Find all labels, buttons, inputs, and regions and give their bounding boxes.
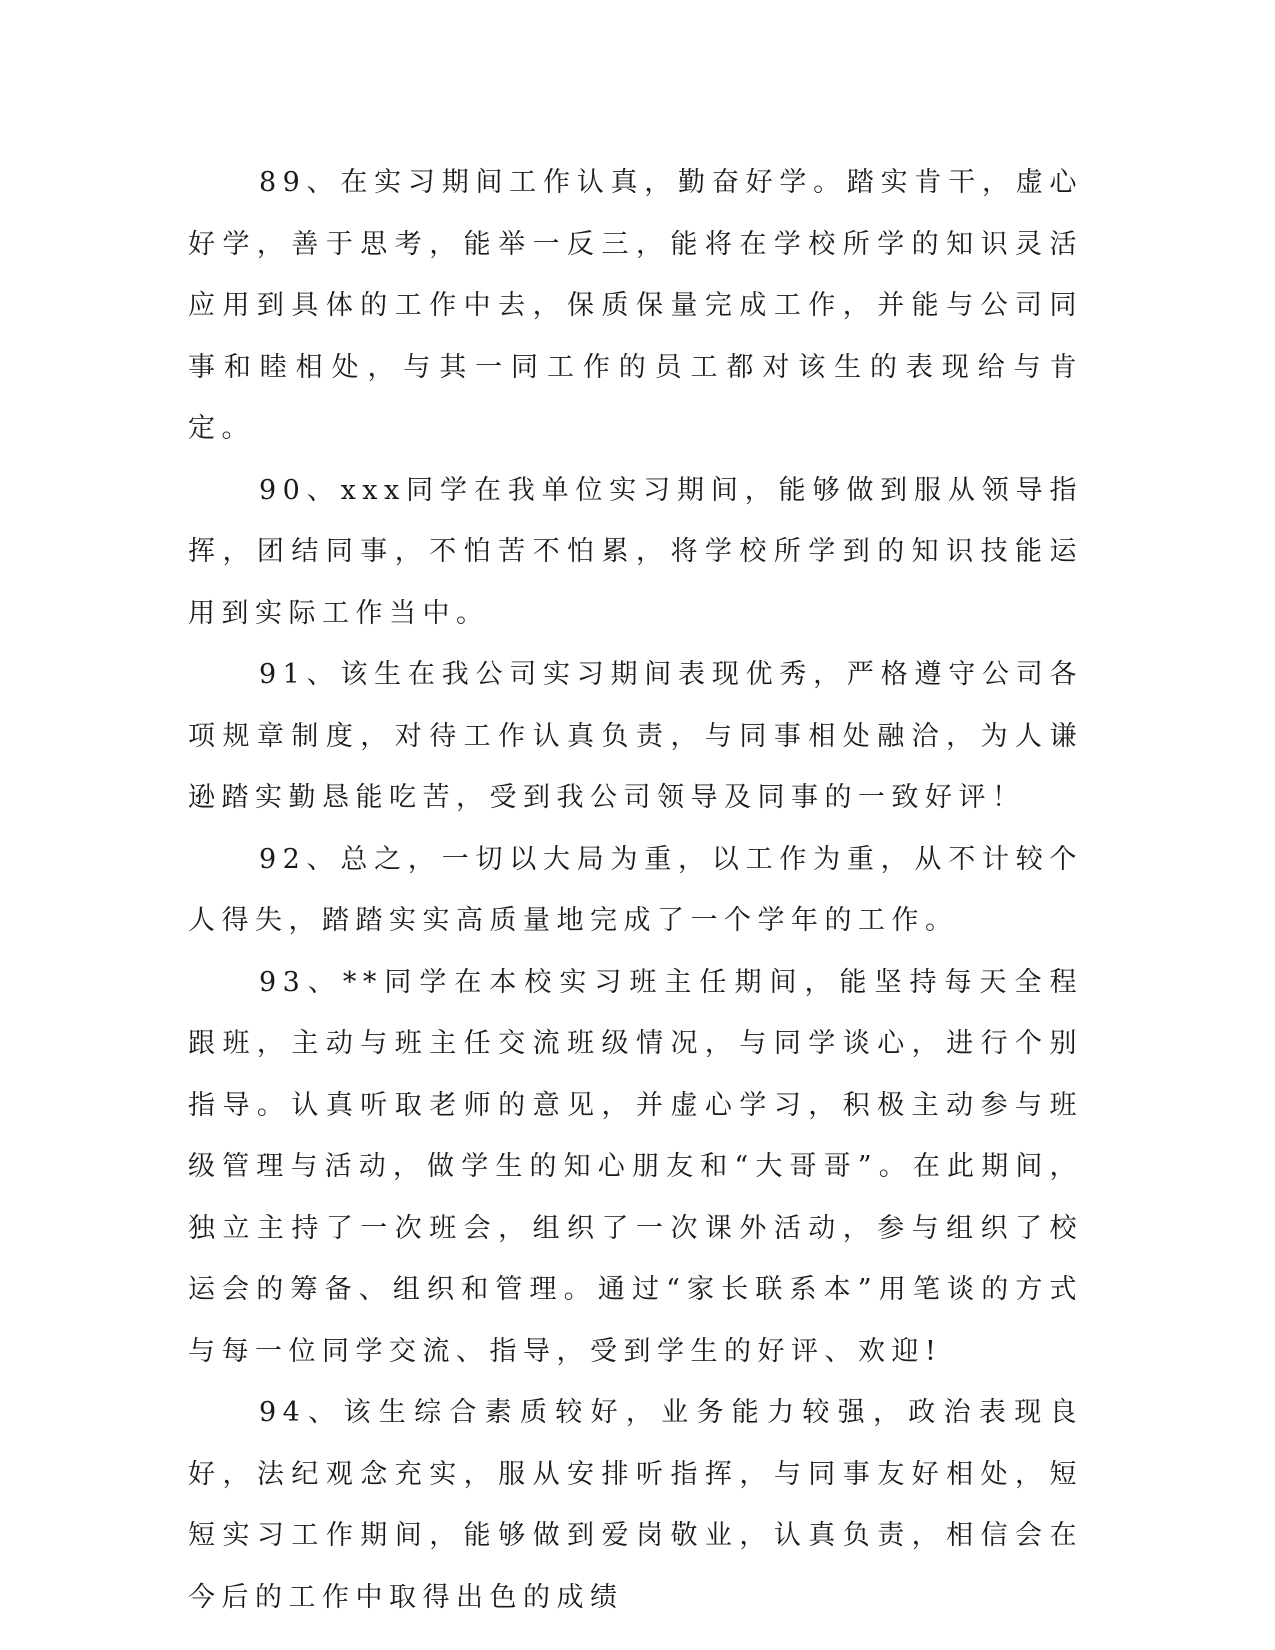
paragraph-93: 93、**同学在本校实习班主任期间，能坚持每天全程跟班，主动与班主任交流班级情况，与同学谈心，进行个别指导。认真听取老师的意见，并虚心学习，积极主动参与班级管理与活动，做学生的知心朋友和“大哥哥”。在此期间，独立主持了一次班会，组织了一次课外活动，参与组织了校运会的筹备、组织和管理。通过“家长联系本”用笔谈的方式与每一位同学交流、指导，受到学生的好评、欢迎! bbox=[188, 966, 1083, 1367]
paragraph-90: 90、xxx同学在我单位实习期间，能够做到服从领导指挥，团结同事，不怕苦不怕累，将学校所学到的知识技能运用到实际工作当中。 bbox=[188, 474, 1083, 629]
paragraph-94: 94、该生综合素质较好，业务能力较强，政治表现良好，法纪观念充实，服从安排听指挥，与同事友好相处，短短实习工作期间，能够做到爱岗敬业，认真负责，相信会在今后的工作中取得出色的成绩 bbox=[188, 1397, 1083, 1613]
document-body bbox=[188, 152, 1083, 1628]
paragraph-91: 91、该生在我公司实习期间表现优秀，严格遵守公司各项规章制度，对待工作认真负责，与同事相处融洽，为人谦逊踏实勤恳能吃苦，受到我公司领导及同事的一致好评！ bbox=[188, 659, 1083, 813]
paragraph-89: 89、在实习期间工作认真，勤奋好学。踏实肯干，虚心好学，善于思考，能举一反三，能将在学校所学的知识灵活应用到具体的工作中去，保质保量完成工作，并能与公司同事和睦相处，与其一同工作的员工都对该生的表现给与肯定。 bbox=[188, 167, 1083, 444]
paragraph-92: 92、总之，一切以大局为重，以工作为重，从不计较个人得失，踏踏实实高质量地完成了一个学年的工作。 bbox=[188, 843, 1083, 936]
